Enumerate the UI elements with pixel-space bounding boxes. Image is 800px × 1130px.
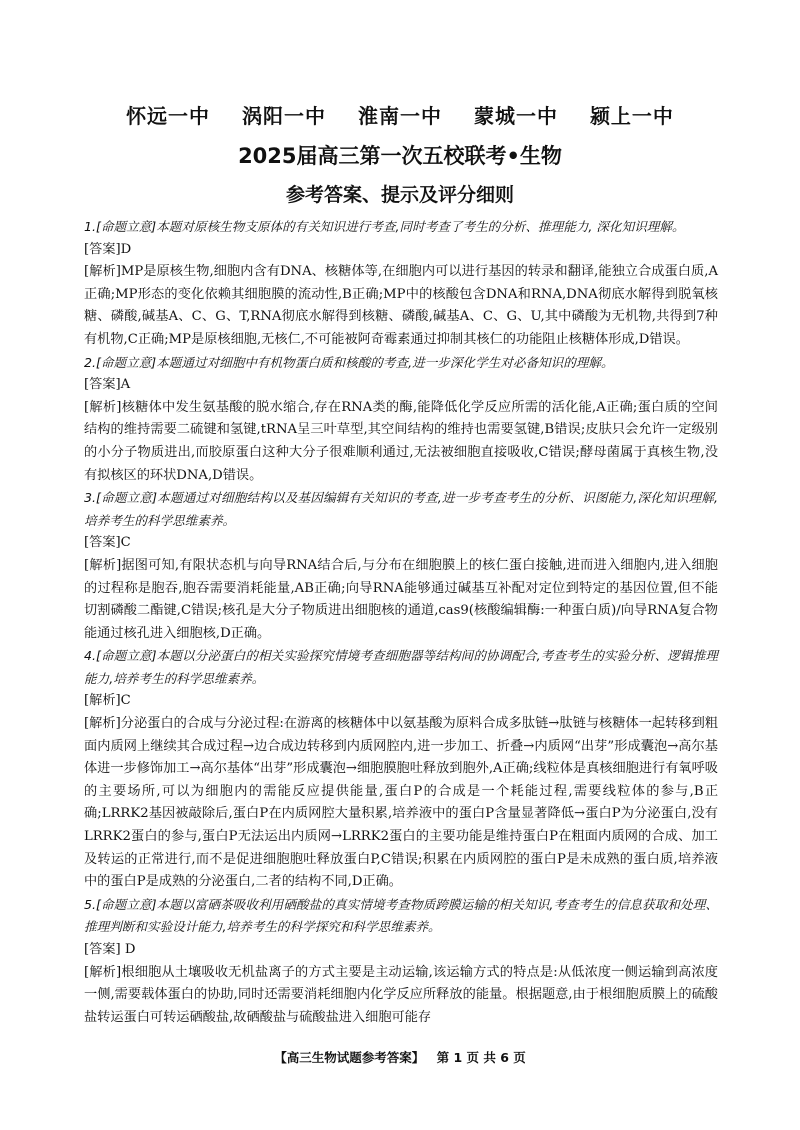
- question-intent: 3.[命题立意]本题通过对细胞结构以及基因编辑有关知识的考查,进一步考查考生的分析、识图能力,深化知识理解,培养考生的科学思维素养。: [84, 490, 718, 528]
- school-name: 淮南一中: [358, 104, 442, 128]
- question-block: [84, 216, 718, 352]
- question-analysis: [解析]核糖体中发生氨基酸的脱水缩合,存在RNA类的酶,能降低化学反应所需的活化能,A正确;蛋白质的空间结构的维持需要二硫键和氢键,tRNA呈三叶草型,其空间结构的维持也需要氢键,B错误;皮肤只会允许一定级别的小分子物质进出,而胶原蛋白这种大分子很难顺利通过,无法被细胞直接吸收,C错误;酵母菌属于真核生物,没有拟核区的环状DNA,D错误。: [84, 399, 718, 483]
- question-intent: 5.[命题立意]本题以富硒茶吸收利用硒酸盐的真实情境考查物质跨膜运输的相关知识,考查考生的信息获取和处理、推理判断和实验设计能力,培养考生的科学探究和科学思维素养。: [84, 896, 718, 935]
- school-name: 涡阳一中: [242, 104, 327, 128]
- question-answer: [解析]C: [84, 693, 131, 709]
- school-name: 蒙城一中: [473, 104, 558, 128]
- question-block: [84, 645, 718, 894]
- question-intent: 4.[命题立意]本题以分泌蛋白的相关实验探究情境考查细胞器等结构间的协调配合,考查考生的实验分析、逻辑推理能力,培养考生的科学思维素养。: [84, 648, 718, 686]
- question-block: [84, 487, 718, 645]
- question-analysis: [解析]据图可知,有限状态机与向导RNA结合后,与分布在细胞膜上的核仁蛋白接触,进而进入细胞内,进入细胞的过程称是胞吞,胞吞需要消耗能量,AB正确;向导RNA能够通过碱基互补配对定位到特定的基因位置,但不能切割磷酸二酯键,C错误;核孔是大分子物质进出细胞核的通道,cas9(核酸编辑酶:一种蛋白质)/向导RNA复合物能通过核孔进入细胞核,D正确。: [84, 557, 718, 641]
- school-name: 怀远一中: [126, 104, 211, 128]
- exam-title: 2025届高三第一次五校联考•生物: [238, 144, 562, 168]
- question-analysis: [解析]根细胞从土壤吸收无机盐离子的方式主要是主动运输,该运输方式的特点是:从低浓度一侧运输到高浓度一侧,需要载体蛋白的协助,同时还需要消耗细胞内化学反应所释放的能量。根据题意,由于根细胞质膜上的硫酸盐转运蛋白可转运硒酸盐,故硒酸盐与硫酸盐进入细胞可能存: [84, 964, 718, 1025]
- answer-content: [84, 216, 718, 1029]
- school-name: 颍上一中: [589, 104, 674, 128]
- exam-subtitle: 参考答案、提示及评分细则: [285, 184, 514, 206]
- school-list: [0, 100, 800, 129]
- question-answer: [答案]D: [84, 241, 132, 257]
- page-number: 第 1 页 共 6 页: [436, 1050, 526, 1065]
- question-block: [84, 352, 718, 488]
- question-analysis: [解析]分泌蛋白的合成与分泌过程:在游离的核糖体中以氨基酸为原料合成多肽链→肽链与核糖体一起转移到粗面内质网上继续其合成过程→边合成边转移到内质网腔内,进一步加工、折叠→内质网“出芽”形成囊泡→高尔基体进一步修饰加工→高尔基体“出芽”形成囊泡→细胞膜胞吐释放到胞外,A正确;线粒体是真核细胞进行有氧呼吸的主要场所,可以为细胞内的需能反应提供能量,蛋白P的合成是一个耗能过程,需要线粒体的参与,B正确;LRRK2基因被敲除后,蛋白P在内质网腔大量积累,培养液中的蛋白P含量显著降低→蛋白P为分泌蛋白,没有LRRK2蛋白的参与,蛋白P无法运出内质网→LRRK2蛋白的主要功能是维持蛋白P在粗面内质网的合成、加工及转运的正常进行,而不是促进细胞胞吐释放蛋白P,C错误;积累在内质网腔的蛋白P是未成熟的蛋白质,培养液中的蛋白P是成熟的分泌蛋白,二者的结构不同,D正确。: [84, 716, 719, 890]
- question-analysis: [解析]MP是原核生物,细胞内含有DNA、核糖体等,在细胞内可以进行基因的转录和翻译,能独立合成蛋白质,A正确;MP形态的变化依赖其细胞膜的流动性,B正确;MP中的核酸包含DNA和RNA,DNA彻底水解得到脱氧核糖、磷酸,碱基A、C、G、T,RNA彻底水解得到核糖、磷酸,碱基A、C、G、U,其中磷酸为无机物,共得到7种有机物,C正确;MP是原核细胞,无核仁,不可能被阿奇霉素通过抑制其核仁的功能阻止核糖体形成,D错误。: [84, 264, 718, 347]
- footer-doc-name: 【高三生物试题参考答案】: [274, 1050, 425, 1065]
- question-answer: [答案]A: [84, 377, 131, 393]
- question-block: [84, 894, 718, 1030]
- page-footer: [0, 1048, 800, 1066]
- question-intent: 2.[命题立意]本题通过对细胞中有机物蛋白质和核酸的考查,进一步深化学生对必备知识的理解。: [84, 354, 614, 370]
- question-answer: [答案]C: [84, 535, 131, 551]
- question-intent: 1.[命题立意]本题对原核生物支原体的有关知识进行考查,同时考查了考生的分析、推理能力, 深化知识理解。: [84, 219, 685, 234]
- question-answer: [答案] D: [84, 942, 136, 957]
